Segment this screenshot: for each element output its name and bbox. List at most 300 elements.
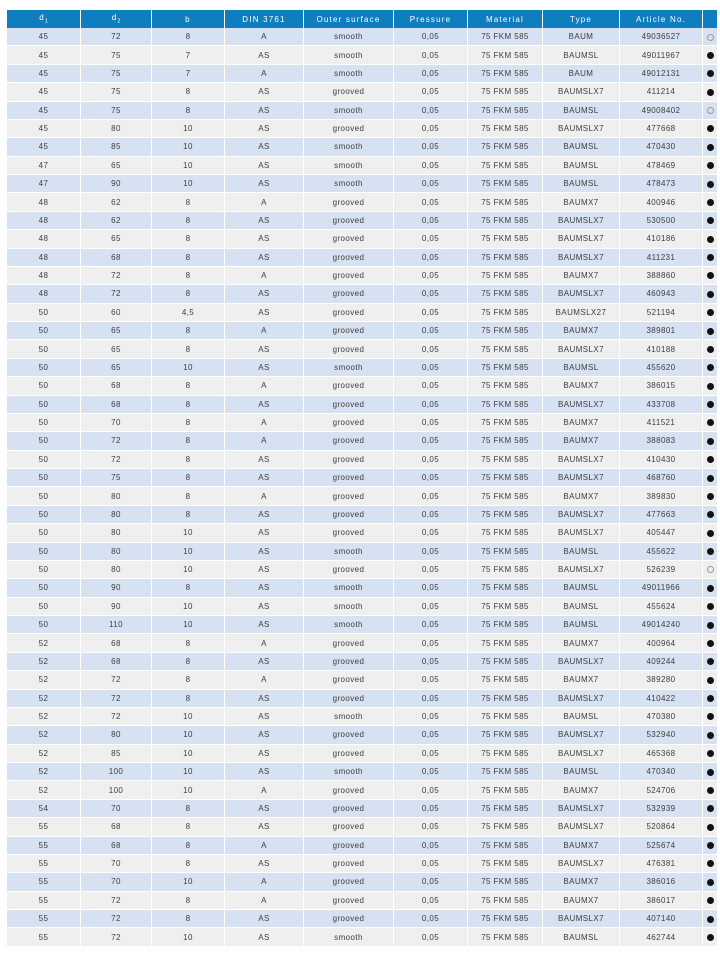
column-header-label: Material — [485, 14, 525, 24]
header-row — [7, 10, 717, 28]
cell-availability — [703, 157, 717, 175]
cell-din-3761: AS — [225, 818, 304, 836]
cell-article-no: 470430 — [620, 138, 703, 156]
cell-b: 10 — [152, 543, 225, 561]
table-row — [7, 910, 717, 928]
table-row — [7, 543, 717, 561]
cell-pressure: 0,05 — [394, 120, 468, 138]
cell-pressure: 0,05 — [394, 396, 468, 414]
cell-availability — [703, 396, 717, 414]
cell-din-3761: AS — [225, 708, 304, 726]
cell-material: 75 FKM 585 — [468, 708, 543, 726]
cell-d2: 85 — [81, 138, 152, 156]
cell-material: 75 FKM 585 — [468, 157, 543, 175]
cell-type: BAUMX7 — [543, 671, 620, 689]
cell-material: 75 FKM 585 — [468, 120, 543, 138]
cell-d2: 80 — [81, 543, 152, 561]
cell-din-3761: A — [225, 65, 304, 83]
cell-d2: 70 — [81, 800, 152, 818]
cell-material: 75 FKM 585 — [468, 800, 543, 818]
cell-type: BAUMSLX7 — [543, 120, 620, 138]
cell-din-3761: A — [225, 28, 304, 46]
cell-type: BAUMSLX7 — [543, 340, 620, 358]
cell-d1: 50 — [7, 524, 81, 542]
cell-availability — [703, 690, 717, 708]
cell-material: 75 FKM 585 — [468, 267, 543, 285]
cell-d2: 68 — [81, 837, 152, 855]
availability-filled-dot-icon — [707, 934, 714, 941]
cell-b: 8 — [152, 579, 225, 597]
cell-availability — [703, 83, 717, 101]
cell-outer-surface: smooth — [304, 928, 394, 946]
cell-availability — [703, 763, 717, 781]
cell-material: 75 FKM 585 — [468, 763, 543, 781]
availability-filled-dot-icon — [707, 144, 714, 151]
cell-material: 75 FKM 585 — [468, 561, 543, 579]
cell-material: 75 FKM 585 — [468, 910, 543, 928]
cell-availability — [703, 781, 717, 799]
cell-d1: 45 — [7, 28, 81, 46]
cell-outer-surface: grooved — [304, 120, 394, 138]
cell-d1: 55 — [7, 910, 81, 928]
table-row — [7, 781, 717, 799]
cell-d1: 52 — [7, 653, 81, 671]
cell-article-no: 411214 — [620, 83, 703, 101]
availability-filled-dot-icon — [707, 217, 714, 224]
cell-d1: 50 — [7, 543, 81, 561]
cell-material: 75 FKM 585 — [468, 285, 543, 303]
cell-d2: 72 — [81, 928, 152, 946]
cell-d1: 48 — [7, 249, 81, 267]
table-row — [7, 193, 717, 211]
cell-type: BAUMSLX7 — [543, 653, 620, 671]
cell-d1: 50 — [7, 451, 81, 469]
cell-material: 75 FKM 585 — [468, 83, 543, 101]
cell-type: BAUMX7 — [543, 781, 620, 799]
cell-d1: 50 — [7, 561, 81, 579]
availability-filled-dot-icon — [707, 401, 714, 408]
cell-article-no: 478473 — [620, 175, 703, 193]
cell-availability — [703, 469, 717, 487]
cell-din-3761: AS — [225, 285, 304, 303]
cell-b: 8 — [152, 690, 225, 708]
cell-type: BAUMSL — [543, 598, 620, 616]
cell-pressure: 0,05 — [394, 671, 468, 689]
cell-din-3761: AS — [225, 616, 304, 634]
cell-type: BAUMX7 — [543, 267, 620, 285]
cell-b: 10 — [152, 561, 225, 579]
cell-b: 8 — [152, 322, 225, 340]
cell-availability — [703, 304, 717, 322]
cell-material: 75 FKM 585 — [468, 543, 543, 561]
table-row — [7, 340, 717, 358]
cell-material: 75 FKM 585 — [468, 377, 543, 395]
cell-d2: 72 — [81, 285, 152, 303]
cell-d1: 50 — [7, 487, 81, 505]
cell-b: 7 — [152, 46, 225, 64]
cell-article-no: 410422 — [620, 690, 703, 708]
cell-type: BAUMSLX7 — [543, 230, 620, 248]
cell-outer-surface: grooved — [304, 653, 394, 671]
cell-outer-surface: smooth — [304, 708, 394, 726]
cell-din-3761: AS — [225, 855, 304, 873]
cell-b: 8 — [152, 469, 225, 487]
cell-material: 75 FKM 585 — [468, 469, 543, 487]
cell-pressure: 0,05 — [394, 359, 468, 377]
cell-article-no: 388860 — [620, 267, 703, 285]
cell-material: 75 FKM 585 — [468, 359, 543, 377]
cell-article-no: 411521 — [620, 414, 703, 432]
cell-article-no: 410430 — [620, 451, 703, 469]
cell-material: 75 FKM 585 — [468, 249, 543, 267]
cell-article-no: 525674 — [620, 837, 703, 855]
table-row — [7, 451, 717, 469]
table-row — [7, 818, 717, 836]
cell-availability — [703, 487, 717, 505]
cell-din-3761: AS — [225, 46, 304, 64]
cell-pressure: 0,05 — [394, 598, 468, 616]
cell-pressure: 0,05 — [394, 432, 468, 450]
cell-availability — [703, 616, 717, 634]
cell-pressure: 0,05 — [394, 855, 468, 873]
table-row — [7, 561, 717, 579]
availability-filled-dot-icon — [707, 181, 714, 188]
cell-d1: 48 — [7, 267, 81, 285]
cell-b: 10 — [152, 928, 225, 946]
cell-b: 10 — [152, 175, 225, 193]
cell-pressure: 0,05 — [394, 745, 468, 763]
cell-d2: 68 — [81, 818, 152, 836]
cell-d2: 100 — [81, 763, 152, 781]
table-row — [7, 322, 717, 340]
cell-article-no: 532940 — [620, 726, 703, 744]
cell-din-3761: A — [225, 634, 304, 652]
cell-din-3761: AS — [225, 469, 304, 487]
column-header-d2 — [81, 10, 152, 28]
table-row — [7, 873, 717, 891]
cell-d2: 72 — [81, 892, 152, 910]
cell-b: 8 — [152, 414, 225, 432]
table-row — [7, 212, 717, 230]
cell-b: 8 — [152, 267, 225, 285]
cell-b: 8 — [152, 653, 225, 671]
cell-d2: 75 — [81, 102, 152, 120]
cell-material: 75 FKM 585 — [468, 837, 543, 855]
cell-availability — [703, 671, 717, 689]
table-row — [7, 616, 717, 634]
cell-din-3761: A — [225, 781, 304, 799]
cell-article-no: 389280 — [620, 671, 703, 689]
cell-availability — [703, 377, 717, 395]
cell-d2: 85 — [81, 745, 152, 763]
cell-article-no: 465368 — [620, 745, 703, 763]
cell-outer-surface: grooved — [304, 745, 394, 763]
cell-availability — [703, 745, 717, 763]
cell-availability — [703, 322, 717, 340]
cell-article-no: 410188 — [620, 340, 703, 358]
availability-filled-dot-icon — [707, 750, 714, 757]
table-row — [7, 304, 717, 322]
cell-din-3761: AS — [225, 800, 304, 818]
cell-d2: 62 — [81, 193, 152, 211]
table-row — [7, 249, 717, 267]
cell-availability — [703, 249, 717, 267]
table-body — [7, 28, 717, 947]
cell-d2: 80 — [81, 524, 152, 542]
cell-d1: 50 — [7, 304, 81, 322]
cell-pressure: 0,05 — [394, 910, 468, 928]
availability-filled-dot-icon — [707, 493, 714, 500]
cell-d1: 52 — [7, 690, 81, 708]
cell-din-3761: AS — [225, 524, 304, 542]
cell-d1: 50 — [7, 432, 81, 450]
cell-din-3761: AS — [225, 175, 304, 193]
cell-d2: 65 — [81, 157, 152, 175]
cell-article-no: 389801 — [620, 322, 703, 340]
cell-din-3761: AS — [225, 396, 304, 414]
cell-d2: 80 — [81, 726, 152, 744]
cell-outer-surface: smooth — [304, 28, 394, 46]
cell-availability — [703, 800, 717, 818]
column-header-label: Outer surface — [316, 14, 381, 24]
cell-outer-surface: grooved — [304, 726, 394, 744]
cell-d2: 72 — [81, 28, 152, 46]
availability-filled-dot-icon — [707, 328, 714, 335]
cell-b: 8 — [152, 855, 225, 873]
cell-type: BAUMSLX7 — [543, 800, 620, 818]
cell-availability — [703, 285, 717, 303]
cell-type: BAUMSLX7 — [543, 506, 620, 524]
cell-b: 10 — [152, 873, 225, 891]
cell-article-no: 462744 — [620, 928, 703, 946]
cell-b: 8 — [152, 102, 225, 120]
availability-filled-dot-icon — [707, 511, 714, 518]
cell-outer-surface: smooth — [304, 65, 394, 83]
cell-type: BAUMSLX7 — [543, 690, 620, 708]
column-header-availability — [703, 10, 717, 28]
cell-din-3761: AS — [225, 83, 304, 101]
cell-outer-surface: smooth — [304, 46, 394, 64]
cell-d2: 65 — [81, 340, 152, 358]
cell-outer-surface: grooved — [304, 855, 394, 873]
cell-type: BAUMSL — [543, 157, 620, 175]
cell-pressure: 0,05 — [394, 65, 468, 83]
cell-type: BAUMSLX7 — [543, 451, 620, 469]
column-header-pressure — [394, 10, 468, 28]
cell-outer-surface: grooved — [304, 690, 394, 708]
availability-filled-dot-icon — [707, 364, 714, 371]
cell-material: 75 FKM 585 — [468, 892, 543, 910]
cell-availability — [703, 506, 717, 524]
cell-pressure: 0,05 — [394, 340, 468, 358]
cell-material: 75 FKM 585 — [468, 138, 543, 156]
cell-availability — [703, 120, 717, 138]
cell-availability — [703, 524, 717, 542]
cell-availability — [703, 579, 717, 597]
cell-type: BAUMX7 — [543, 377, 620, 395]
cell-b: 10 — [152, 120, 225, 138]
cell-pressure: 0,05 — [394, 579, 468, 597]
cell-material: 75 FKM 585 — [468, 818, 543, 836]
table-row — [7, 377, 717, 395]
cell-material: 75 FKM 585 — [468, 432, 543, 450]
cell-outer-surface: grooved — [304, 487, 394, 505]
cell-pressure: 0,05 — [394, 928, 468, 946]
cell-outer-surface: grooved — [304, 671, 394, 689]
cell-din-3761: AS — [225, 120, 304, 138]
availability-filled-dot-icon — [707, 732, 714, 739]
cell-d2: 75 — [81, 65, 152, 83]
cell-availability — [703, 561, 717, 579]
cell-b: 10 — [152, 781, 225, 799]
cell-b: 10 — [152, 708, 225, 726]
cell-material: 75 FKM 585 — [468, 414, 543, 432]
cell-pressure: 0,05 — [394, 28, 468, 46]
cell-type: BAUMSL — [543, 46, 620, 64]
cell-d1: 45 — [7, 46, 81, 64]
cell-availability — [703, 414, 717, 432]
cell-availability — [703, 598, 717, 616]
cell-article-no: 400946 — [620, 193, 703, 211]
cell-b: 8 — [152, 910, 225, 928]
cell-d1: 55 — [7, 928, 81, 946]
cell-d1: 52 — [7, 745, 81, 763]
cell-availability — [703, 910, 717, 928]
cell-pressure: 0,05 — [394, 249, 468, 267]
cell-article-no: 389830 — [620, 487, 703, 505]
cell-availability — [703, 892, 717, 910]
cell-outer-surface: grooved — [304, 396, 394, 414]
column-header-subscript: 1 — [44, 18, 48, 25]
cell-b: 8 — [152, 671, 225, 689]
cell-availability — [703, 102, 717, 120]
cell-b: 8 — [152, 230, 225, 248]
cell-din-3761: AS — [225, 102, 304, 120]
cell-d2: 68 — [81, 249, 152, 267]
cell-outer-surface: grooved — [304, 322, 394, 340]
availability-filled-dot-icon — [707, 162, 714, 169]
table-row — [7, 598, 717, 616]
availability-hollow-dot-icon — [707, 34, 714, 41]
cell-din-3761: A — [225, 193, 304, 211]
cell-material: 75 FKM 585 — [468, 928, 543, 946]
cell-d1: 52 — [7, 781, 81, 799]
cell-d2: 68 — [81, 396, 152, 414]
cell-din-3761: AS — [225, 340, 304, 358]
cell-din-3761: AS — [225, 579, 304, 597]
cell-d2: 65 — [81, 359, 152, 377]
cell-outer-surface: grooved — [304, 212, 394, 230]
cell-din-3761: A — [225, 671, 304, 689]
cell-type: BAUMSLX7 — [543, 745, 620, 763]
availability-hollow-dot-icon — [707, 107, 714, 114]
cell-d1: 45 — [7, 65, 81, 83]
cell-b: 8 — [152, 212, 225, 230]
cell-pressure: 0,05 — [394, 561, 468, 579]
cell-material: 75 FKM 585 — [468, 855, 543, 873]
cell-article-no: 455624 — [620, 598, 703, 616]
cell-availability — [703, 928, 717, 946]
cell-d2: 68 — [81, 653, 152, 671]
cell-availability — [703, 46, 717, 64]
cell-material: 75 FKM 585 — [468, 487, 543, 505]
table-row — [7, 83, 717, 101]
cell-material: 75 FKM 585 — [468, 653, 543, 671]
cell-article-no: 524706 — [620, 781, 703, 799]
cell-d1: 52 — [7, 726, 81, 744]
cell-d2: 68 — [81, 634, 152, 652]
cell-din-3761: A — [225, 414, 304, 432]
cell-din-3761: AS — [225, 157, 304, 175]
column-header-material — [468, 10, 543, 28]
cell-availability — [703, 359, 717, 377]
cell-article-no: 526239 — [620, 561, 703, 579]
cell-outer-surface: grooved — [304, 818, 394, 836]
cell-type: BAUMSL — [543, 543, 620, 561]
cell-article-no: 49008402 — [620, 102, 703, 120]
cell-availability — [703, 653, 717, 671]
cell-pressure: 0,05 — [394, 285, 468, 303]
cell-pressure: 0,05 — [394, 322, 468, 340]
cell-outer-surface: grooved — [304, 837, 394, 855]
cell-d1: 50 — [7, 377, 81, 395]
cell-pressure: 0,05 — [394, 818, 468, 836]
cell-b: 8 — [152, 506, 225, 524]
cell-pressure: 0,05 — [394, 451, 468, 469]
cell-d1: 45 — [7, 120, 81, 138]
cell-b: 8 — [152, 451, 225, 469]
cell-article-no: 386017 — [620, 892, 703, 910]
table-row — [7, 28, 717, 46]
availability-filled-dot-icon — [707, 419, 714, 426]
cell-d2: 65 — [81, 322, 152, 340]
cell-d2: 70 — [81, 855, 152, 873]
availability-filled-dot-icon — [707, 824, 714, 831]
cell-b: 8 — [152, 340, 225, 358]
cell-din-3761: A — [225, 267, 304, 285]
cell-article-no: 455622 — [620, 543, 703, 561]
table-row — [7, 359, 717, 377]
cell-b: 10 — [152, 598, 225, 616]
cell-availability — [703, 855, 717, 873]
column-header-label: Article No. — [635, 14, 687, 24]
cell-pressure: 0,05 — [394, 46, 468, 64]
cell-d1: 48 — [7, 193, 81, 211]
table-row — [7, 414, 717, 432]
table-row — [7, 230, 717, 248]
availability-filled-dot-icon — [707, 309, 714, 316]
cell-d1: 55 — [7, 837, 81, 855]
cell-d1: 52 — [7, 634, 81, 652]
availability-filled-dot-icon — [707, 842, 714, 849]
cell-din-3761: AS — [225, 653, 304, 671]
table-row — [7, 120, 717, 138]
cell-article-no: 409244 — [620, 653, 703, 671]
cell-article-no: 468760 — [620, 469, 703, 487]
cell-din-3761: A — [225, 432, 304, 450]
cell-outer-surface: grooved — [304, 451, 394, 469]
table-row — [7, 267, 717, 285]
availability-filled-dot-icon — [707, 70, 714, 77]
table-row — [7, 157, 717, 175]
cell-type: BAUMSL — [543, 708, 620, 726]
cell-outer-surface: grooved — [304, 873, 394, 891]
column-header-label: Type — [569, 14, 593, 24]
cell-d1: 55 — [7, 873, 81, 891]
table-row — [7, 579, 717, 597]
cell-outer-surface: smooth — [304, 763, 394, 781]
cell-d1: 45 — [7, 102, 81, 120]
